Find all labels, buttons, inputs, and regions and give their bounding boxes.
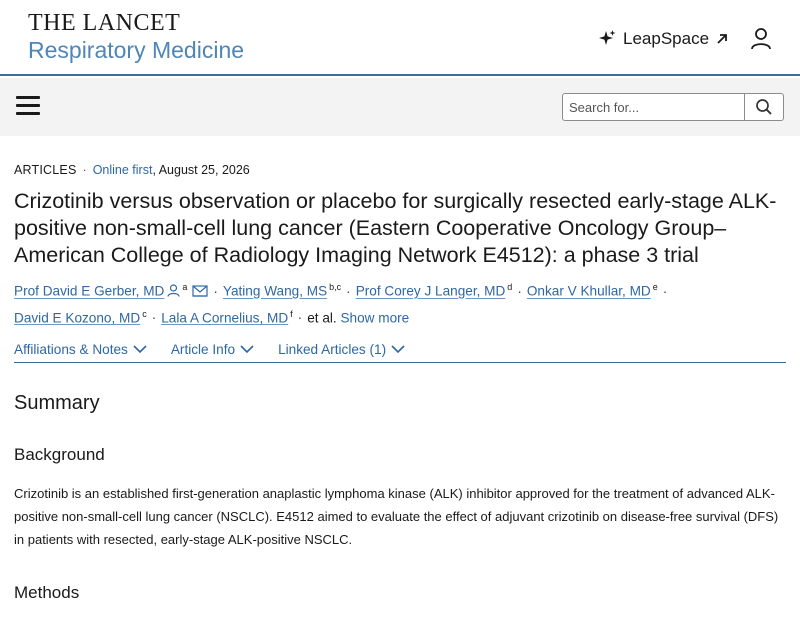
chevron-down-icon [391,345,405,354]
author-link[interactable]: Onkar V Khullar, MD [526,283,651,299]
tab-label: Article Info [170,342,236,358]
journal-logo[interactable] [28,10,244,64]
author-affiliation-sup: c [142,308,147,319]
site-header [0,0,800,76]
author-link[interactable]: Prof David E Gerber, MD [14,283,165,299]
article-title: Crizotinib versus observation or placebo for surgically resected early-stage ALK-positive non-small-cell lung cancer (Eastern Cooperative Oncology Group–American College of Radiology Imaging Network E4512): a phase 3 trial [14,189,777,267]
sparkle-icon [597,29,617,49]
tab-affiliations-notes[interactable] [14,339,147,360]
background-heading: Background [14,445,105,465]
author-affiliation-sup: a [182,282,188,292]
author-list: Prof David E Gerber, MD $^a$ · Yating Wang, MS $^{b,c}$ · Prof Corey J Langer, MD $^d$ · Onkar V Khullar, MD $^e$ · David E Kozono, MD $^c$ · Lala A Cornelius, MD $^f$ · et al. Show more [14,282,668,326]
summary-heading: Summary [14,392,100,415]
background-paragraph: Crizotinib is an established first-generation anaplastic lymphoma kinase (ALK) inhibitor approved for the treatment of advanced ALK-positive non-small-cell lung cancer (NSCLC). E4512 aimed to evaluate the effect of adjuvant crizotinib on disease-free survival (DFS) in patients with resected, early-stage ALK-positive NSCLC. [14,486,779,548]
brand-line1: THE LANCET [28,10,181,36]
author-link[interactable]: Prof Corey J Langer, MD [355,283,506,299]
et-al-text: et al. [307,310,337,326]
online-first-link[interactable]: Online first [92,163,153,177]
author-affiliation-sup: e [652,282,658,292]
author-link[interactable]: David E Kozono, MD [14,310,141,326]
arrow-up-right-icon [715,32,729,46]
methods-heading: Methods [14,583,80,603]
author-link[interactable]: Lala A Cornelius, MD [161,310,289,326]
tab-label: Linked Articles (1) [278,342,387,358]
publication-date: August 25, 2026 [158,163,250,177]
leapspace-label: LeapSpace [623,29,710,48]
search-button[interactable] [744,93,784,121]
tab-article-info[interactable] [171,339,254,360]
article-tabs [14,339,786,363]
user-account-button[interactable] [750,27,772,51]
article-category: ARTICLES [14,163,77,177]
article-meta: ARTICLES · Online first, August 25, 2026 [14,163,250,177]
show-more-authors-link[interactable]: Show more [340,310,410,326]
author-affiliation-sup: b,c [329,282,342,292]
search-box [562,93,784,121]
brand-line2: Respiratory Medicine [28,37,245,63]
leapspace-link[interactable] [597,26,729,52]
tab-linked-articles[interactable] [278,339,405,360]
author-link[interactable]: Yating Wang, MS [222,283,328,299]
user-icon [750,27,772,51]
person-icon[interactable] [167,284,180,297]
search-icon [755,98,773,116]
chevron-down-icon [240,345,254,354]
search-input[interactable] [562,93,744,121]
nav-bar [0,78,800,136]
author-affiliation-sup: d [507,282,513,292]
author-affiliation-sup: f [290,308,293,319]
hamburger-menu-icon[interactable] [16,96,40,116]
chevron-down-icon [133,345,147,354]
mail-icon[interactable] [192,285,208,297]
tab-label: Affiliations & Notes [14,342,128,358]
article-main [14,160,786,604]
